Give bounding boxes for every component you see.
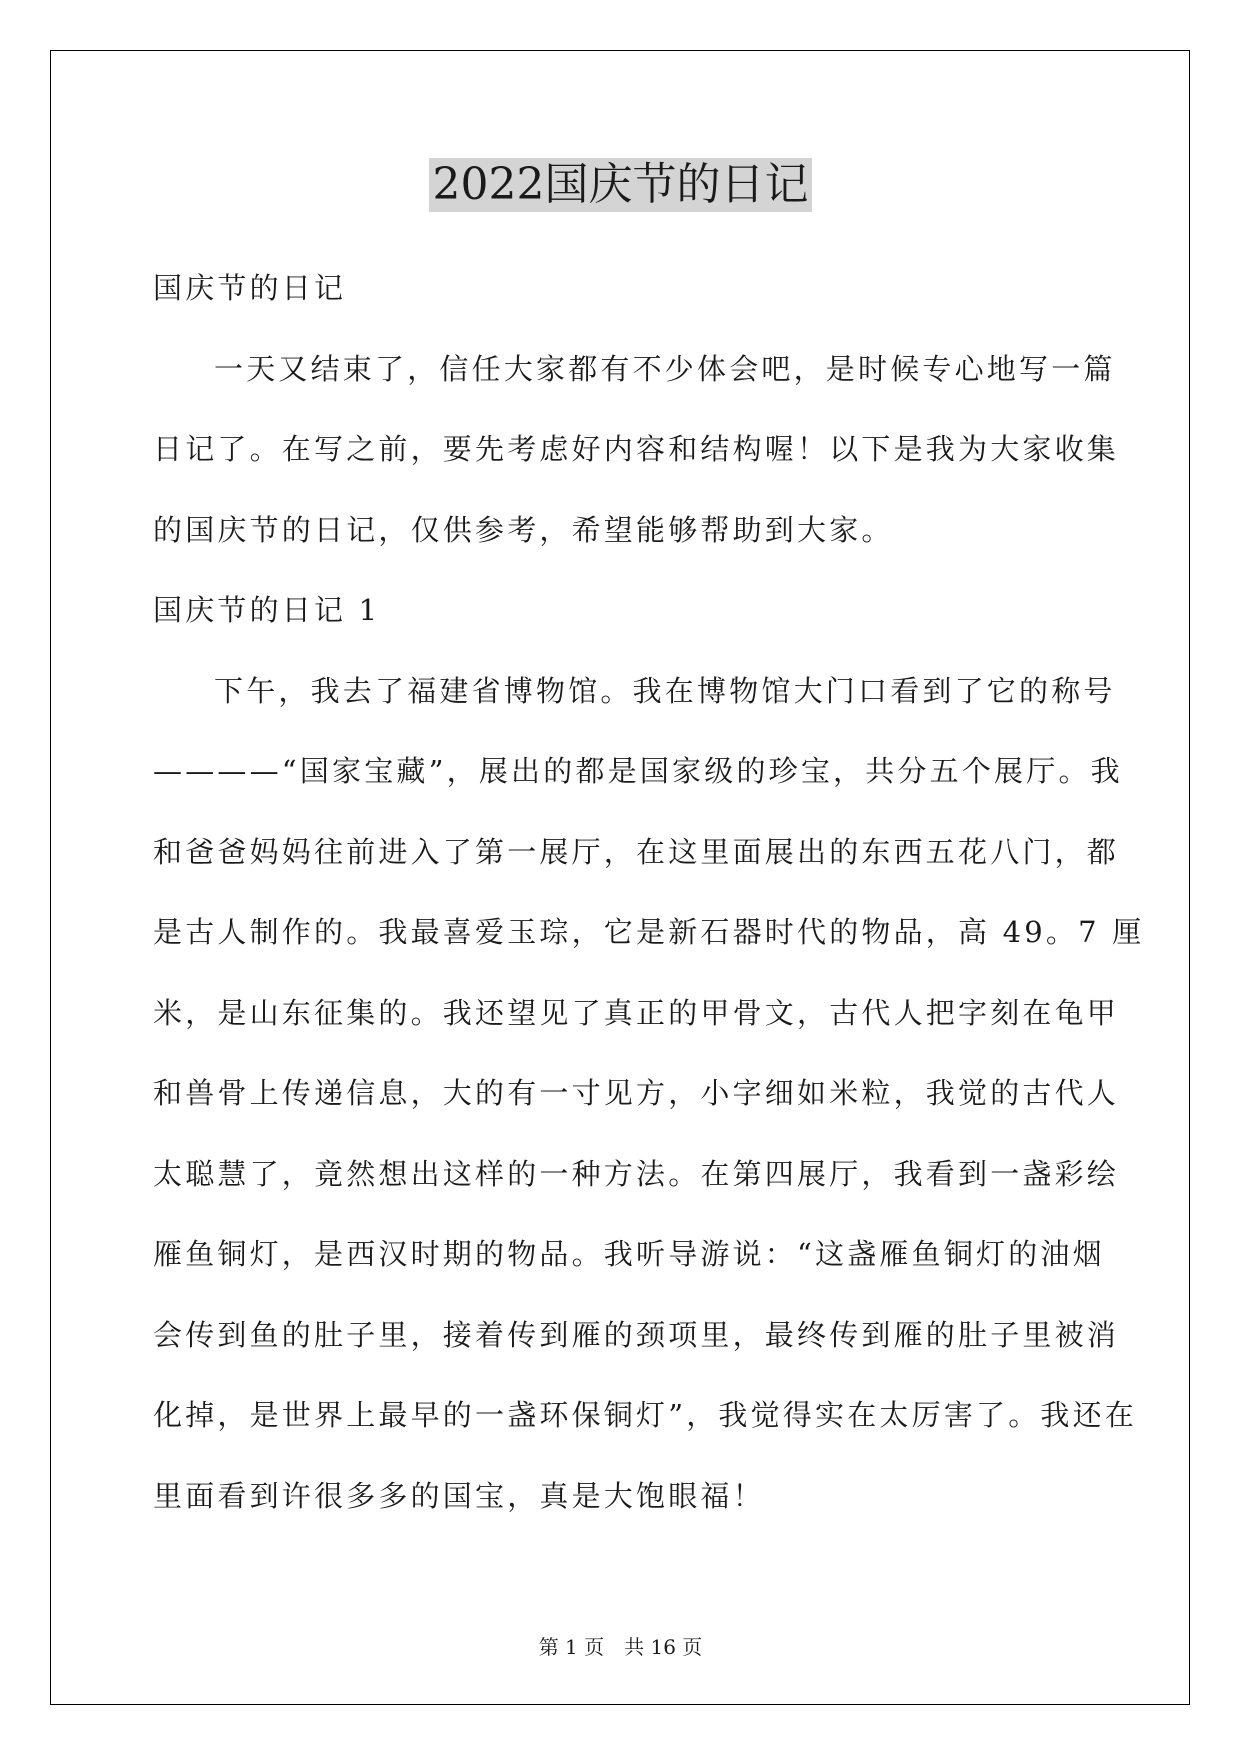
page-footer: 第 1 页 共 16 页 [538,1635,703,1659]
text-line: 日记了。在写之前，要先考虑好内容和结构喔！以下是我为大家收集 [153,432,1120,466]
text-line: 里面看到许很多多的国宝，真是大饱眼福！ [153,1478,765,1513]
text-line: 化掉，是世界上最早的一盏环保铜灯”，我觉得实在太厉害了。我还在 [153,1398,1138,1432]
text-line: 下午，我去了福建省博物馆。我在博物馆大门口看到了它的称号 [214,673,1116,708]
text-line: 的国庆节的日记，仅供参考，希望能够帮助到大家。 [153,512,894,547]
text-line: 国庆节的日记 [153,271,347,305]
document-title: 2022国庆节的日记 [429,158,813,212]
text-line: ————“国家宝藏”，展出的都是国家级的珍宝，共分五个展厅。我 [153,754,1123,788]
text-line: 会传到鱼的肚子里，接着传到雁的颈项里，最终传到雁的肚子里被消 [153,1317,1120,1352]
text-line: 和兽骨上传递信息，大的有一寸见方，小字细如米粒，我觉的古代人 [153,1076,1120,1110]
document-body [153,258,1145,1546]
text-line: 米，是山东征集的。我还望见了真正的甲骨文，古代人把字刻在龟甲 [153,995,1120,1030]
text-line: 太聪慧了，竟然想出这样的一种方法。在第四展厅，我看到一盏彩绘 [153,1156,1120,1191]
text-line: 和爸爸妈妈往前进入了第一展厅，在这里面展出的东西五花八门，都 [153,834,1120,869]
text-line: 雁鱼铜灯，是西汉时期的物品。我听导游说：“这盏雁鱼铜灯的油烟 [153,1237,1105,1271]
text-line: 是古人制作的。我最喜爱玉琮，它是新石器时代的物品，高 49。7 厘 [153,915,1145,949]
text-line: 一天又结束了，信任大家都有不少体会吧，是时候专心地写一篇 [214,351,1116,386]
title-container [0,158,1241,212]
text-line: 国庆节的日记 1 [153,593,381,627]
